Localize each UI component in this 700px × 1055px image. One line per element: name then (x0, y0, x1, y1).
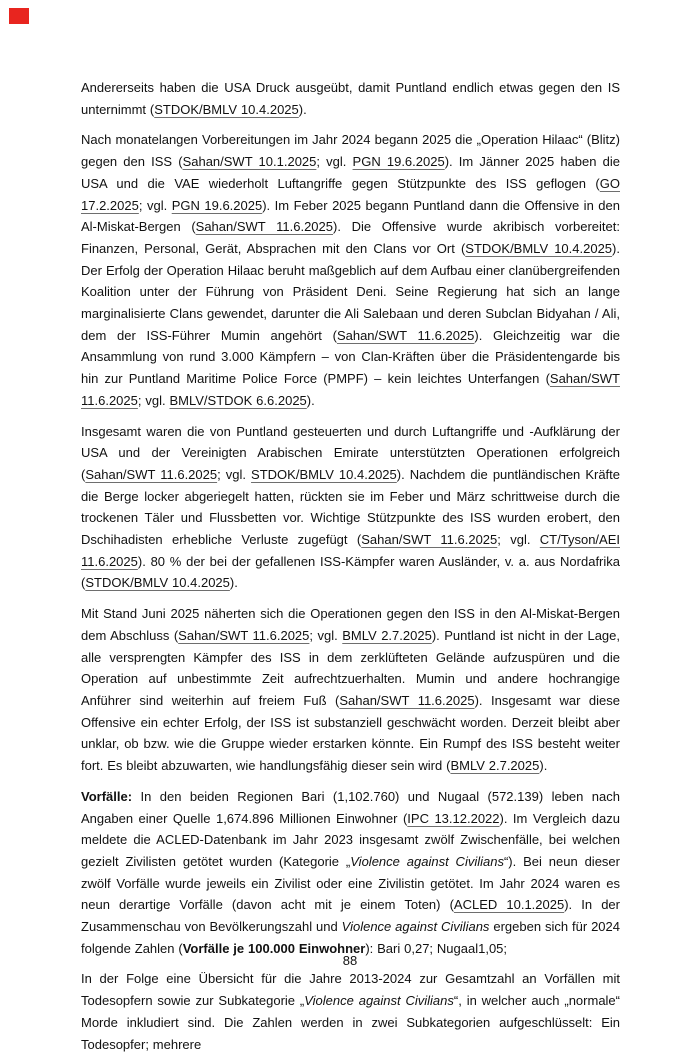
paragraph (81, 786, 620, 960)
italic-text: Violence against Civilians (304, 993, 454, 1009)
citation-link[interactable]: Sahan/SWT 11.6.2025 (178, 627, 310, 643)
paragraph (81, 968, 620, 1055)
citation-link[interactable]: BMLV 2.7.2025 (342, 627, 432, 643)
citation-link[interactable]: CT/Tyson/AEI 11.6.2025 (81, 532, 620, 569)
page-footer (0, 953, 700, 968)
citation-link[interactable]: Sahan/SWT 11.6.2025 (336, 327, 475, 343)
body-text: “, in welcher auch „normale“ Morde inkludiert sind. Die Zahlen werden in zwei Subkategorien aufgeschlüsselt: Ein Todesopfer; mehrere (81, 993, 620, 1052)
italic-text: Violence against Civilians (350, 853, 504, 869)
body-text: ). (306, 392, 315, 408)
citation-link[interactable]: PGN 19.6.2025 (352, 154, 445, 170)
citation-link[interactable]: Sahan/SWT 11.6.2025 (81, 371, 620, 408)
body-text: ). Die Offensive wurde akribisch vorbereitet: Finanzen, Personal, Gerät, Absprachen mit den Clans vor Ort ( (81, 219, 620, 256)
body-text: ). Im Feber 2025 begann Puntland dann die Offensive in den Al-Miskat-Bergen ( (81, 197, 620, 235)
body-text: ; vgl. (309, 627, 343, 643)
citation-link[interactable]: Sahan/SWT 11.6.2025 (361, 532, 498, 548)
body-text: ): Bari 0,27; Nugaal1,05; (365, 940, 508, 956)
body-text: In den beiden Regionen Bari (1,102.760) und Nugaal (572.139) leben nach Angaben einer Quelle 1,674.896 Millionen Einwohner ( (81, 788, 620, 826)
citation-link[interactable]: Sahan/SWT 11.6.2025 (195, 219, 333, 235)
body-text: ; vgl. (316, 154, 353, 170)
body-text: ). In der Zusammenschau von Bevölkerungszahl und (81, 897, 620, 935)
citation-link[interactable]: ACLED 10.1.2025 (453, 897, 565, 913)
citation-link[interactable]: Sahan/SWT 10.1.2025 (182, 154, 317, 170)
citation-link[interactable]: BMLV/STDOK 6.6.2025 (169, 392, 307, 408)
citation-link[interactable]: STDOK/BMLV 10.4.2025 (465, 240, 613, 256)
body-text: ; vgl. (217, 466, 252, 482)
body-text: ). Im Jänner 2025 haben die USA und die VAE wiederholt Luftangriffe gegen Stützpunkte des ISS geflogen ( (81, 154, 620, 191)
bold-text: Vorfälle je 100.000 Einwohner (182, 940, 366, 956)
paragraph (81, 421, 620, 595)
citation-link[interactable]: Sahan/SWT 11.6.2025 (339, 692, 475, 708)
body-text: Nach monatelangen Vorbereitungen im Jahr 2024 begann 2025 die „Operation Hilaac“ (Blitz) gegen den ISS ( (81, 132, 620, 170)
body-text: Andererseits haben die USA Druck ausgeübt, damit Puntland endlich etwas gegen den IS unternimmt ( (81, 80, 620, 117)
body-text: ). Nachdem die puntländischen Kräfte die Berge locker abgeriegelt hatten, rückten sie im Feber und März schrittweise durch die trockenen Täler und Flussbetten vor. Wichtige Stützpunkte des ISS wurden erobert, den Dschihadisten erhebliche Verluste zugefügt ( (81, 466, 621, 548)
body-text: ). Gleichzeitig war die Ansammlung von rund 3.000 Kämpfern – von Clan-Kräften über die Präsidentengarde bis hin zur Puntland Maritime Police Force (PMPF) – kein leichtes Unterfangen ( (81, 327, 620, 387)
body-text: ergeben sich für 2024 folgende Zahlen ( (81, 919, 620, 956)
page-number: 88 (342, 953, 358, 968)
body-text: ). Insgesamt war diese Offensive ein echter Erfolg, der ISS ist substanziell geschwächt worden. Derzeit bleibt aber unklar, ob bzw. wie die Gruppe wieder erstarken könnte. Ein Rumpf des ISS besteht weiter fort. Es bleibt abzuwarten, wie handlungsfähig dieser sein wird ( (81, 692, 620, 774)
body-text: “). Bei neun dieser zwölf Vorfälle wurde jeweils ein Zivilist oder eine Zivilistin getötet. Im Jahr 2024 waren es neun derartige Vorfälle (davon acht mit je einem Toten) ( (81, 853, 620, 913)
body-text: In der Folge eine Übersicht für die Jahre 2013-2024 zur Gesamtzahl an Vorfällen mit Todesopfern sowie zur Subkategorie „ (81, 971, 620, 1009)
citation-link[interactable]: GO 17.2.2025 (81, 175, 620, 213)
bold-text: Vorfälle: (81, 788, 133, 804)
body-text: Insgesamt waren die von Puntland gesteuerten und durch Luftangriffe und -Aufklärung der USA und der Vereinigten Arabischen Emirate unterstützten Operationen erfolgreich ( (81, 423, 620, 482)
paragraph (81, 129, 620, 411)
body-text: ; vgl. (138, 197, 172, 213)
citation-link[interactable]: PGN 19.6.2025 (171, 197, 263, 213)
body-text: Mit Stand Juni 2025 näherten sich die Operationen gegen den ISS in den Al-Miskat-Bergen dem Abschluss ( (81, 606, 620, 643)
citation-link[interactable]: STDOK/BMLV 10.4.2025 (251, 466, 397, 482)
body-text: ). Puntland ist nicht in der Lage, alle versprengten Kämpfer des ISS in dem zerklüfteten Gelände aufzuspüren und die Operation auf unbestimmte Zeit aufrechtzuerhalten. Mumin und andere hochrangige Anführer sind weiterhin auf freiem Fuß ( (81, 627, 620, 708)
text-body (81, 77, 620, 1055)
body-text: ; vgl. (497, 532, 540, 548)
italic-text: Violence against Civilians (341, 919, 490, 935)
body-text: ). (298, 101, 307, 117)
citation-link[interactable]: IPC 13.12.2022 (407, 810, 500, 826)
body-text: ). (539, 758, 548, 774)
body-text: ). Der Erfolg der Operation Hilaac beruht maßgeblich auf dem Aufbau einer clanübergreifenden Koalition unter der Führung von Präsident Deni. Seine Regierung hat sich an lange marginalisierte Clans gewendet, darunter die Ali Salebaan und deren Subclan Bidyahan / Ali, dem der ISS-Führer Mumin angehört ( (81, 240, 620, 343)
citation-link[interactable]: Sahan/SWT 11.6.2025 (85, 466, 218, 482)
citation-link[interactable]: STDOK/BMLV 10.4.2025 (154, 101, 299, 117)
body-text: ; vgl. (137, 392, 170, 408)
citation-link[interactable]: BMLV 2.7.2025 (450, 758, 540, 774)
paragraph (81, 603, 620, 777)
paragraph (81, 77, 620, 120)
body-text: ). (229, 575, 238, 591)
citation-link[interactable]: STDOK/BMLV 10.4.2025 (85, 575, 230, 591)
body-text: ). 80 % der bei der gefallenen ISS-Kämpfer waren Ausländer, v. a. aus Nordafrika ( (81, 553, 620, 591)
body-text: ). Im Vergleich dazu meldete die ACLED-Datenbank im Jahr 2023 insgesamt zwölf Zwischenfälle, bei welchen gezielt Zivilisten getötet wurden (Kategorie „ (81, 810, 620, 869)
